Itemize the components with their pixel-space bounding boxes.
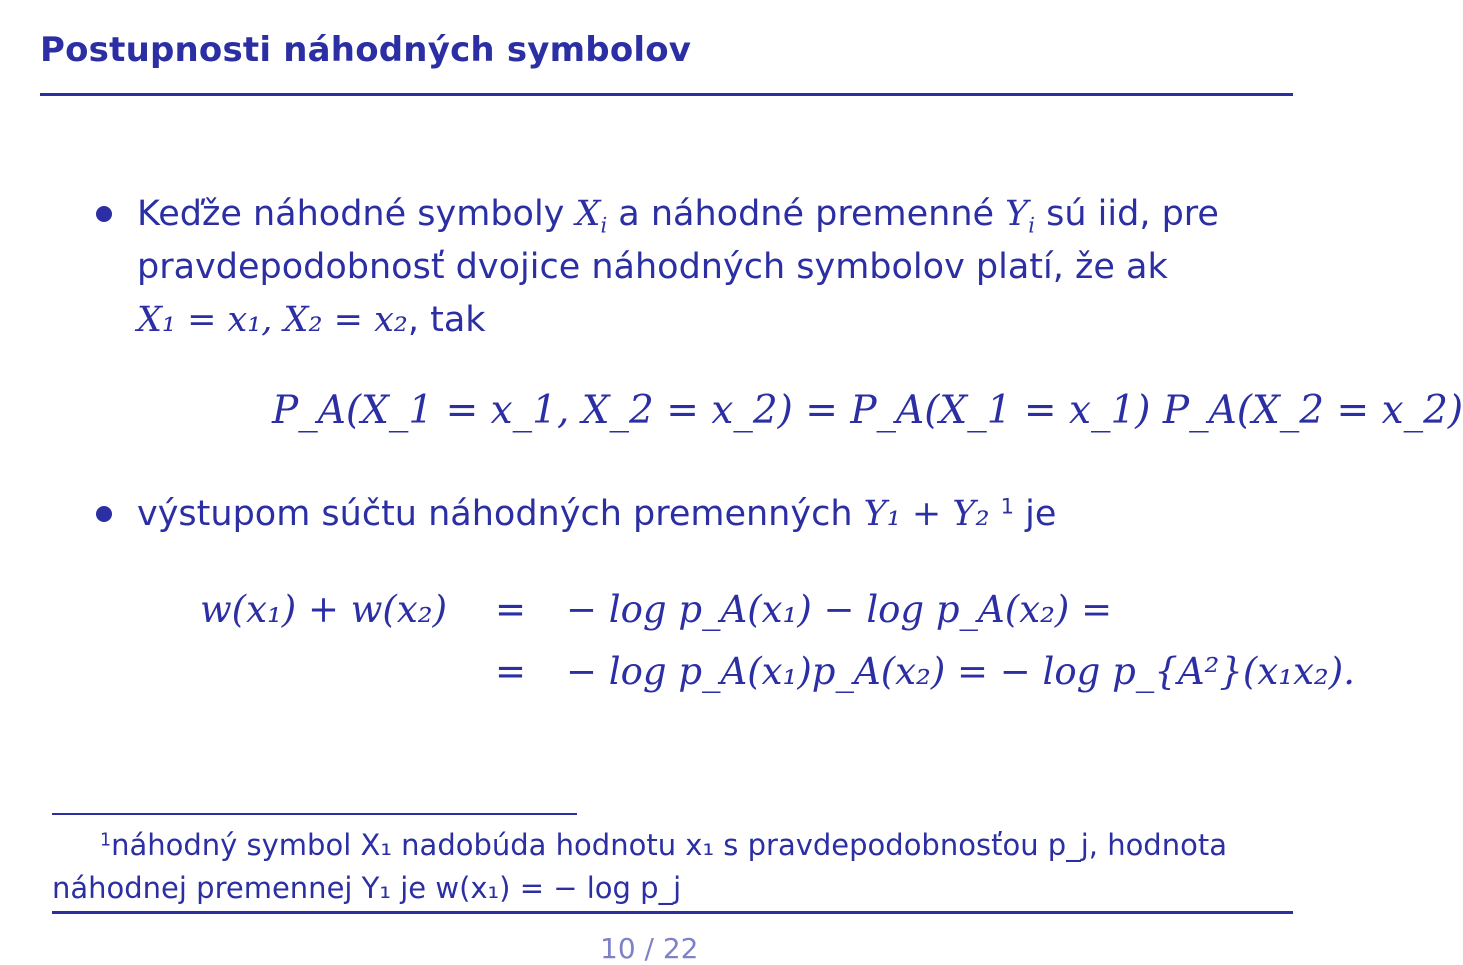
bullet-2 (137, 488, 1056, 541)
var-yi: $Y_i$ (1005, 194, 1035, 238)
equation-2-row-2-eq: = (495, 650, 527, 693)
footnote-line-1: náhodný symbol X₁ nadobúda hodnotu x₁ s pravdepodobnosťou p_j, hodnota (111, 828, 1227, 862)
equation-2-row-1-eq: = (495, 588, 527, 631)
equation-2-row-2-rhs: − log p_A(x₁)p_A(x₂) = − log p_{A²}(x₁x₂). (566, 650, 1355, 693)
bullet-1-line-2: pravdepodobnosť dvojice náhodných symbolov platí, že ak (137, 247, 1168, 287)
bullet-2-marker (96, 506, 112, 522)
equation-1-text: P_A(X_1 = x_1, X_2 = x_2) = P_A(X_1 = x_1) P_A(X_2 = x_2) (272, 388, 1463, 433)
bullet-1-line-3-text: , tak (407, 300, 486, 340)
title-rule (40, 93, 1293, 96)
bullet-1-text-b: a náhodné premenné (607, 194, 1006, 234)
bullet-1-line-3-math: X₁ = x₁, X₂ = x₂ (137, 300, 408, 340)
bullet-1-text-a: Keďže náhodné symboly (137, 194, 576, 234)
footnote-rule (52, 813, 577, 815)
bottom-rule (52, 911, 1293, 914)
bullet-1 (137, 188, 1287, 347)
footnote-mark: 1 (1000, 494, 1015, 519)
equation-2-row-1-lhs: w(x₁) + w(x₂) (200, 588, 448, 631)
var-xi: $X_i$ (575, 194, 608, 238)
bullet-2-math: Y₁ + Y₂ (863, 494, 990, 534)
bullet-2-text: výstupom súčtu náhodných premenných (137, 494, 864, 534)
footnote-line-2: náhodnej premennej Y₁ je w(x₁) = − log p_j (52, 871, 682, 905)
equation-2-row-1-rhs: − log p_A(x₁) − log p_A(x₂) = (566, 588, 1113, 631)
slide-title: Postupnosti náhodných symbolov (40, 30, 692, 70)
bullet-1-text-c: sú iid, pre (1035, 194, 1219, 234)
footnote-number: 1 (100, 830, 112, 851)
equation-1 (272, 388, 1463, 433)
footnote (52, 824, 1287, 910)
bullet-1-marker (96, 206, 112, 222)
bullet-2-text-end: je (1014, 494, 1057, 534)
page-number: 10 / 22 (600, 932, 699, 965)
